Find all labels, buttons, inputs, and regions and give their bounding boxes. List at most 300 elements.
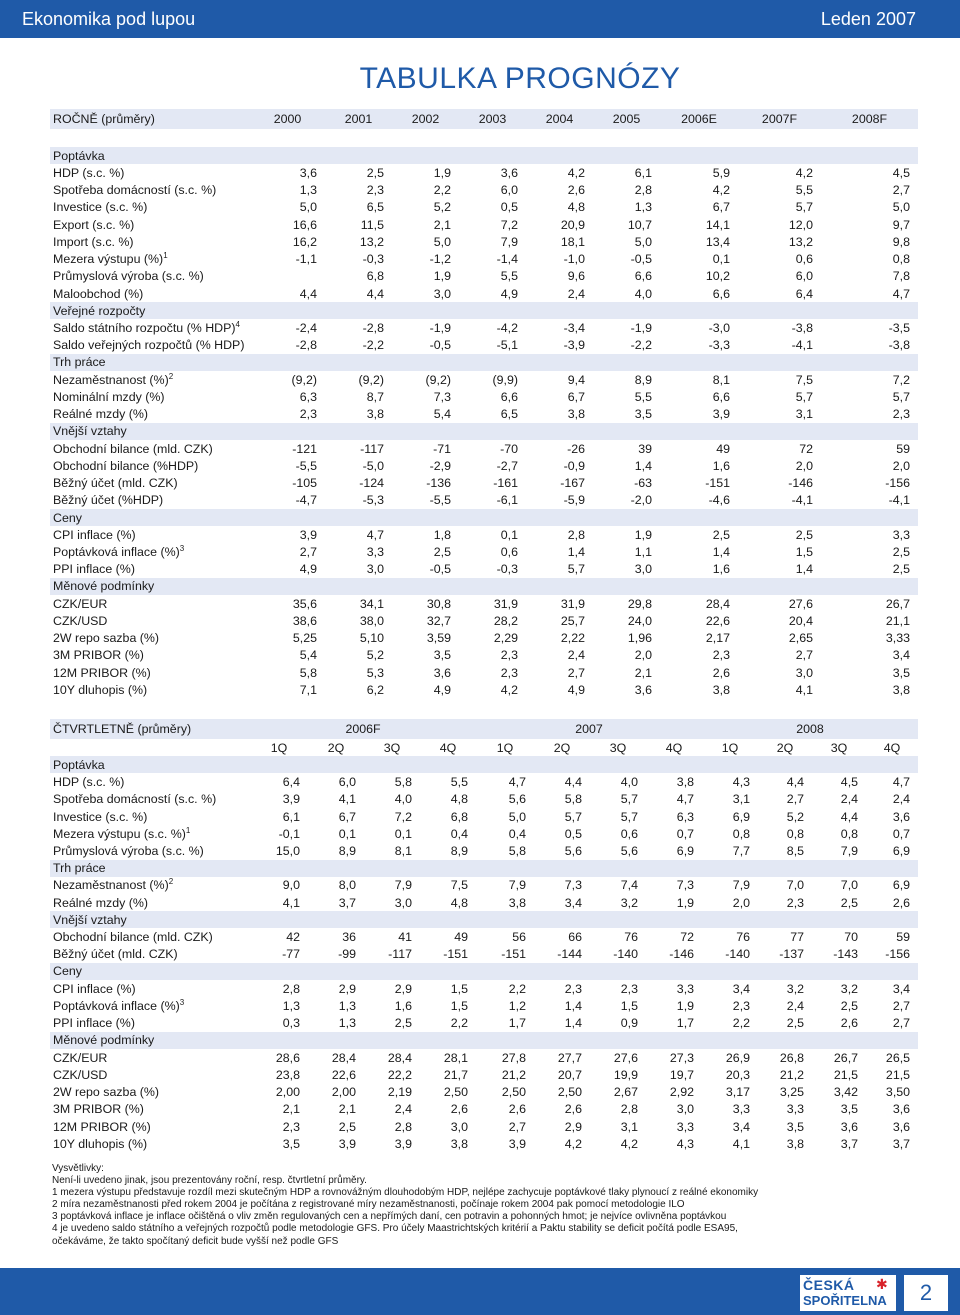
table-row bbox=[50, 474, 918, 491]
value-cell: 4,3 bbox=[676, 1136, 695, 1151]
value-cell: 2,50 bbox=[557, 1085, 583, 1100]
row-label: Investice (s.c. %) bbox=[53, 809, 148, 824]
section-label: Vnější vztahy bbox=[50, 423, 918, 440]
value-cell: 28,1 bbox=[443, 1050, 469, 1065]
value-cell: 5,7 bbox=[620, 809, 639, 824]
row-label: Spotřeba domácností (s.c. %) bbox=[53, 182, 217, 197]
row-label: Saldo státního rozpočtu (% HDP)$^4$ bbox=[53, 320, 240, 336]
year-group-header: 2008 bbox=[702, 719, 918, 739]
value-cell: 5,6 bbox=[508, 792, 527, 807]
value-cell: 56 bbox=[512, 930, 527, 945]
value-cell: 4,7 bbox=[676, 792, 695, 807]
value-cell: 3,5 bbox=[433, 648, 451, 663]
value-cell: 0,7 bbox=[892, 826, 911, 841]
value-cell: 7,3 bbox=[676, 878, 695, 893]
value-cell: 1,3 bbox=[634, 200, 652, 215]
value-cell: 2,7 bbox=[795, 648, 813, 663]
quarter-header: 3Q bbox=[609, 740, 627, 755]
row-label: Nezaměstnanost (%)$^2$ bbox=[53, 371, 174, 387]
section-label: Ceny bbox=[50, 963, 918, 980]
value-cell: 6,4 bbox=[282, 774, 300, 789]
value-cell: -5,0 bbox=[362, 458, 384, 473]
page-number: 2 bbox=[904, 1275, 948, 1311]
value-cell: 1,3 bbox=[282, 998, 300, 1013]
value-cell: 2,0 bbox=[795, 458, 813, 473]
value-cell: 1,8 bbox=[433, 527, 451, 542]
table-row bbox=[50, 1101, 918, 1118]
section-label: Měnové podmínky bbox=[50, 578, 918, 595]
value-cell: 5,3 bbox=[366, 665, 384, 680]
row-label: Mezera výstupu (%)$^1$ bbox=[53, 251, 168, 267]
value-cell: 2,00 bbox=[275, 1085, 300, 1100]
value-cell: -151 bbox=[705, 476, 730, 491]
value-cell: 3,3 bbox=[892, 527, 910, 542]
value-cell: 8,0 bbox=[338, 878, 356, 893]
quarter-header-blank bbox=[50, 739, 250, 756]
value-cell: 3,9 bbox=[282, 792, 300, 807]
value-cell: 1,6 bbox=[394, 998, 412, 1013]
value-cell: 3,5 bbox=[892, 665, 910, 680]
value-cell: 13,4 bbox=[705, 234, 730, 249]
value-cell: 8,9 bbox=[338, 844, 356, 859]
value-cell: 7,1 bbox=[299, 683, 317, 698]
value-cell: 59 bbox=[896, 441, 910, 456]
value-cell: 38,0 bbox=[359, 613, 384, 628]
value-cell: 7,3 bbox=[564, 878, 583, 893]
value-cell: 2,6 bbox=[450, 1102, 469, 1117]
logo-line2: SPOŘITELNA bbox=[803, 1293, 887, 1308]
row-label: Obchodní bilance (mld. CZK) bbox=[53, 441, 213, 456]
value-cell: 8,7 bbox=[366, 389, 384, 404]
value-cell: 1,7 bbox=[676, 1016, 695, 1031]
value-cell: 4,2 bbox=[620, 1136, 639, 1151]
quarterly-header-row bbox=[50, 719, 918, 739]
value-cell: 3,8 bbox=[450, 1136, 469, 1151]
value-cell: 5,8 bbox=[394, 774, 412, 789]
value-cell: 5,6 bbox=[620, 844, 639, 859]
value-cell: 0,8 bbox=[732, 826, 751, 841]
value-cell: 10,7 bbox=[627, 217, 652, 232]
value-cell: 6,2 bbox=[366, 683, 384, 698]
row-label: Běžný účet (%HDP) bbox=[53, 493, 164, 508]
value-cell: 2,5 bbox=[366, 165, 384, 180]
row-label: CPI inflace (%) bbox=[53, 527, 136, 542]
value-cell: 2,8 bbox=[394, 1119, 412, 1134]
value-cell: 27,8 bbox=[501, 1050, 527, 1065]
value-cell: 4,2 bbox=[500, 683, 518, 698]
bottom-banner bbox=[0, 1268, 960, 1315]
value-cell: -4,1 bbox=[888, 493, 910, 508]
value-cell: 1,3 bbox=[338, 1016, 356, 1031]
value-cell: 21,5 bbox=[885, 1067, 911, 1082]
row-label: Běžný účet (mld. CZK) bbox=[53, 476, 178, 491]
value-cell: 13,2 bbox=[359, 234, 384, 249]
logo-star-icon: ✱ bbox=[876, 1276, 888, 1292]
value-cell: 4,7 bbox=[892, 774, 911, 789]
value-cell: 1,5 bbox=[450, 981, 469, 996]
table-row bbox=[50, 388, 918, 405]
value-cell: 3,6 bbox=[892, 1119, 911, 1134]
value-cell: -151 bbox=[443, 947, 469, 962]
value-cell: 76 bbox=[624, 930, 639, 945]
table-row bbox=[50, 894, 918, 911]
value-cell: -1,9 bbox=[429, 321, 451, 336]
value-cell: 4,5 bbox=[892, 165, 910, 180]
row-label: PPI inflace (%) bbox=[53, 1016, 135, 1031]
value-cell: 4,4 bbox=[786, 774, 805, 789]
value-cell: 3,0 bbox=[634, 562, 652, 577]
value-cell: 2,4 bbox=[567, 648, 585, 663]
value-cell: 10,2 bbox=[705, 269, 730, 284]
value-cell: 5,0 bbox=[634, 234, 652, 249]
value-cell: 5,8 bbox=[299, 665, 317, 680]
value-cell: (9,2) bbox=[358, 372, 384, 387]
value-cell: 1,9 bbox=[433, 269, 451, 284]
section-row bbox=[50, 423, 918, 440]
value-cell: 4,1 bbox=[282, 895, 300, 910]
value-cell: -0,5 bbox=[429, 338, 451, 353]
value-cell: -144 bbox=[557, 947, 583, 962]
row-label: 2W repo sazba (%) bbox=[53, 631, 160, 646]
table-row bbox=[50, 440, 918, 457]
value-cell: 2,1 bbox=[634, 665, 652, 680]
annual-forecast-table bbox=[50, 109, 918, 699]
table-row bbox=[50, 457, 918, 474]
section-row bbox=[50, 860, 918, 877]
table-row bbox=[50, 337, 918, 354]
section-label: Poptávka bbox=[50, 756, 918, 773]
value-cell: 2,7 bbox=[786, 792, 805, 807]
value-cell: 19,9 bbox=[613, 1067, 639, 1082]
value-cell: 6,8 bbox=[366, 269, 384, 284]
value-cell: 70 bbox=[844, 930, 859, 945]
value-cell: 4,1 bbox=[732, 1136, 751, 1151]
value-cell: -146 bbox=[788, 476, 813, 491]
value-cell: 5,7 bbox=[620, 792, 639, 807]
value-cell: 3,9 bbox=[508, 1136, 527, 1151]
table-row bbox=[50, 595, 918, 612]
value-cell: 4,1 bbox=[338, 792, 356, 807]
value-cell: 27,7 bbox=[557, 1050, 583, 1065]
value-cell: 3,42 bbox=[833, 1085, 859, 1100]
value-cell: 3,8 bbox=[508, 895, 527, 910]
value-cell: 2,7 bbox=[892, 998, 911, 1013]
value-cell: -124 bbox=[359, 476, 384, 491]
value-cell: 21,1 bbox=[885, 613, 910, 628]
value-cell: 39 bbox=[638, 441, 652, 456]
value-cell: 3,4 bbox=[732, 1119, 751, 1134]
value-cell: 2,1 bbox=[433, 217, 451, 232]
table-row bbox=[50, 630, 918, 647]
section-label: Měnové podmínky bbox=[50, 1032, 918, 1049]
value-cell: 4,8 bbox=[567, 200, 585, 215]
table-row bbox=[50, 319, 918, 336]
value-cell: 7,3 bbox=[433, 389, 451, 404]
value-cell: 7,4 bbox=[620, 878, 639, 893]
annual-header-row bbox=[50, 109, 918, 129]
value-cell: 3,6 bbox=[892, 809, 911, 824]
footnote-line: 3 poptávková inflace je inflace očištěná o vliv změn regulovaných cen a nepřímých daní, cen potravin a pohonných hmot; je nejvíce ovlivněna poptávkou bbox=[52, 1211, 727, 1223]
value-cell: -77 bbox=[282, 947, 300, 962]
section-label: Ceny bbox=[50, 509, 918, 526]
value-cell: -4,2 bbox=[496, 321, 518, 336]
quarterly-forecast-table bbox=[50, 719, 918, 1153]
value-cell: 26,9 bbox=[725, 1050, 751, 1065]
quarter-header: 2Q bbox=[553, 740, 571, 755]
footnote-ref: 2 bbox=[168, 877, 174, 887]
value-cell: 3,4 bbox=[892, 648, 910, 663]
footnotes bbox=[52, 1163, 758, 1248]
value-cell: 5,4 bbox=[433, 407, 451, 422]
row-label: 2W repo sazba (%) bbox=[53, 1085, 160, 1100]
year-header: 2006E bbox=[660, 109, 738, 129]
ceska-sporitelna-logo bbox=[800, 1275, 896, 1311]
value-cell: 6,8 bbox=[450, 809, 469, 824]
value-cell: 1,3 bbox=[338, 998, 356, 1013]
table-row bbox=[50, 561, 918, 578]
table-row bbox=[50, 681, 918, 698]
table-row bbox=[50, 1066, 918, 1083]
value-cell: -140 bbox=[725, 947, 751, 962]
section-row bbox=[50, 963, 918, 980]
value-cell: 26,7 bbox=[885, 596, 910, 611]
value-cell: 5,7 bbox=[564, 809, 583, 824]
value-cell: 0,1 bbox=[500, 527, 518, 542]
value-cell: 0,6 bbox=[620, 826, 639, 841]
value-cell: 2,22 bbox=[560, 631, 585, 646]
value-cell: 4,2 bbox=[564, 1136, 583, 1151]
value-cell: -4,1 bbox=[791, 493, 813, 508]
value-cell: 7,9 bbox=[732, 878, 751, 893]
value-cell: 0,3 bbox=[282, 1016, 300, 1031]
value-cell: 1,4 bbox=[567, 544, 585, 559]
section-label: Trh práce bbox=[50, 860, 918, 877]
value-cell: 3,7 bbox=[338, 895, 356, 910]
value-cell: 2,5 bbox=[892, 544, 910, 559]
quarter-header: 1Q bbox=[270, 740, 288, 755]
value-cell: -5,5 bbox=[429, 493, 451, 508]
value-cell: 6,5 bbox=[366, 200, 384, 215]
value-cell: 6,9 bbox=[892, 844, 911, 859]
value-cell: 7,9 bbox=[500, 234, 518, 249]
row-label: Obchodní bilance (mld. CZK) bbox=[53, 930, 213, 945]
value-cell: -161 bbox=[493, 476, 518, 491]
value-cell: 77 bbox=[790, 930, 805, 945]
value-cell: -5,1 bbox=[496, 338, 518, 353]
value-cell: 32,7 bbox=[426, 613, 451, 628]
footnote-line: 4 je uvedeno saldo státního a veřejných rozpočtů podle metodologie GFS. Pro účely Maastrichtských kritérií a Paktu stability se deficit počítá podle ESA95, bbox=[52, 1223, 738, 1235]
section-label: Veřejné rozpočty bbox=[50, 302, 918, 319]
value-cell: 2,3 bbox=[786, 895, 805, 910]
value-cell: -0,9 bbox=[563, 458, 585, 473]
value-cell: 6,6 bbox=[712, 286, 730, 301]
value-cell: 6,6 bbox=[712, 389, 730, 404]
value-cell: 7,5 bbox=[450, 878, 469, 893]
value-cell: 4,0 bbox=[634, 286, 652, 301]
value-cell: 0,5 bbox=[564, 826, 583, 841]
value-cell: 2,5 bbox=[394, 1016, 412, 1031]
table-row bbox=[50, 406, 918, 423]
value-cell: 49 bbox=[716, 441, 730, 456]
section-row bbox=[50, 578, 918, 595]
value-cell: 2,7 bbox=[567, 665, 585, 680]
value-cell: 1,9 bbox=[634, 527, 652, 542]
value-cell: -71 bbox=[433, 441, 451, 456]
table-row bbox=[50, 1118, 918, 1135]
value-cell: 8,9 bbox=[450, 844, 469, 859]
empty-cell bbox=[250, 268, 325, 285]
value-cell: 4,7 bbox=[892, 286, 910, 301]
row-label: CZK/USD bbox=[53, 613, 108, 628]
value-cell: 28,4 bbox=[387, 1050, 412, 1065]
value-cell: 5,6 bbox=[564, 844, 583, 859]
value-cell: 4,9 bbox=[433, 683, 451, 698]
table-row bbox=[50, 1049, 918, 1066]
value-cell: 9,0 bbox=[282, 878, 300, 893]
value-cell: 3,0 bbox=[795, 665, 813, 680]
value-cell: 6,5 bbox=[500, 407, 518, 422]
value-cell: 2,5 bbox=[795, 527, 813, 542]
section-label: Trh práce bbox=[50, 354, 918, 371]
value-cell: 27,6 bbox=[613, 1050, 639, 1065]
table-row bbox=[50, 199, 918, 216]
value-cell: 5,25 bbox=[292, 631, 317, 646]
value-cell: -151 bbox=[501, 947, 527, 962]
page-title: TABULKA PROGNÓZY bbox=[359, 62, 681, 95]
row-label: Poptávková inflace (%)$^3$ bbox=[53, 997, 185, 1013]
value-cell: 13,2 bbox=[788, 234, 813, 249]
value-cell: -146 bbox=[669, 947, 695, 962]
value-cell: 4,1 bbox=[795, 683, 813, 698]
value-cell: 2,7 bbox=[508, 1119, 527, 1134]
year-group-header: 2007 bbox=[476, 719, 702, 739]
value-cell: 6,3 bbox=[299, 389, 317, 404]
value-cell: 3,8 bbox=[567, 407, 585, 422]
footnote-ref: 1 bbox=[163, 251, 168, 261]
table-row bbox=[50, 980, 918, 997]
value-cell: -2,9 bbox=[429, 458, 451, 473]
footnote-ref: 4 bbox=[235, 320, 240, 330]
value-cell: -4,7 bbox=[295, 493, 317, 508]
quarter-header: 2Q bbox=[776, 740, 794, 755]
value-cell: 6,0 bbox=[795, 269, 813, 284]
value-cell: 2,1 bbox=[338, 1102, 356, 1117]
value-cell: 2,7 bbox=[892, 1016, 911, 1031]
value-cell: 3,2 bbox=[620, 895, 639, 910]
value-cell: 2,67 bbox=[613, 1085, 639, 1100]
value-cell: 9,6 bbox=[567, 269, 585, 284]
value-cell: 6,1 bbox=[634, 165, 652, 180]
value-cell: -117 bbox=[388, 947, 412, 962]
value-cell: 38,6 bbox=[292, 613, 317, 628]
value-cell: 49 bbox=[454, 930, 469, 945]
value-cell: 3,8 bbox=[892, 683, 910, 698]
table-row bbox=[50, 1135, 918, 1152]
row-label: 10Y dluhopis (%) bbox=[53, 683, 148, 698]
value-cell: 20,9 bbox=[560, 217, 585, 232]
section-row bbox=[50, 1032, 918, 1049]
value-cell: 5,5 bbox=[795, 182, 813, 197]
value-cell: 3,5 bbox=[282, 1136, 300, 1151]
row-label: Průmyslová výroba (s.c. %) bbox=[53, 269, 204, 284]
value-cell: 9,7 bbox=[892, 217, 910, 232]
value-cell: 72 bbox=[799, 441, 813, 456]
value-cell: 3,9 bbox=[712, 407, 730, 422]
table-row bbox=[50, 877, 918, 894]
value-cell: 3,25 bbox=[779, 1085, 805, 1100]
value-cell: -5,5 bbox=[295, 458, 317, 473]
value-cell: -2,0 bbox=[630, 493, 652, 508]
value-cell: 3,17 bbox=[725, 1085, 751, 1100]
row-label: Průmyslová výroba (s.c. %) bbox=[53, 844, 204, 859]
table-row bbox=[50, 526, 918, 543]
table-row bbox=[50, 808, 918, 825]
value-cell: 4,7 bbox=[508, 774, 527, 789]
value-cell: (9,2) bbox=[425, 372, 451, 387]
value-cell: 1,4 bbox=[564, 998, 583, 1013]
value-cell: 6,6 bbox=[500, 389, 518, 404]
value-cell: 2,8 bbox=[620, 1102, 639, 1117]
value-cell: 5,4 bbox=[299, 648, 317, 663]
value-cell: -3,5 bbox=[888, 321, 910, 336]
value-cell: 66 bbox=[568, 930, 583, 945]
row-label: Export (s.c. %) bbox=[53, 217, 135, 232]
table-row bbox=[50, 181, 918, 198]
value-cell: 2,2 bbox=[732, 1016, 751, 1031]
value-cell: 0,6 bbox=[500, 544, 518, 559]
value-cell: 31,9 bbox=[560, 596, 585, 611]
value-cell: 2,5 bbox=[892, 562, 910, 577]
value-cell: 24,0 bbox=[627, 613, 652, 628]
value-cell: 2,6 bbox=[564, 1102, 583, 1117]
row-label: HDP (s.c. %) bbox=[53, 774, 125, 789]
value-cell: 21,5 bbox=[833, 1067, 859, 1082]
quarter-header: 2Q bbox=[327, 740, 345, 755]
value-cell: 7,2 bbox=[892, 372, 910, 387]
year-header: 2003 bbox=[459, 109, 526, 129]
value-cell: 6,9 bbox=[892, 878, 911, 893]
value-cell: -2,4 bbox=[295, 321, 317, 336]
value-cell: 5,0 bbox=[508, 809, 527, 824]
value-cell: 3,2 bbox=[840, 981, 859, 996]
value-cell: 26,5 bbox=[885, 1050, 911, 1065]
value-cell: 3,9 bbox=[299, 527, 317, 542]
value-cell: 4,3 bbox=[732, 774, 751, 789]
value-cell: 2,4 bbox=[786, 998, 805, 1013]
value-cell: 20,4 bbox=[788, 613, 813, 628]
value-cell: -3,8 bbox=[791, 321, 813, 336]
value-cell: 3,8 bbox=[786, 1136, 805, 1151]
table-row bbox=[50, 543, 918, 560]
value-cell: -3,4 bbox=[563, 321, 585, 336]
value-cell: 3,3 bbox=[676, 1119, 695, 1134]
value-cell: -99 bbox=[338, 947, 356, 962]
value-cell: -0,5 bbox=[429, 562, 451, 577]
value-cell: 4,9 bbox=[299, 562, 317, 577]
value-cell: 3,7 bbox=[840, 1136, 859, 1151]
value-cell: 2,0 bbox=[892, 458, 910, 473]
value-cell: 3,6 bbox=[634, 683, 652, 698]
value-cell: 3,8 bbox=[712, 683, 730, 698]
table-row bbox=[50, 946, 918, 963]
value-cell: 3,2 bbox=[786, 981, 805, 996]
section-row bbox=[50, 354, 918, 371]
value-cell: -117 bbox=[360, 441, 384, 456]
value-cell: 2,3 bbox=[564, 981, 583, 996]
value-cell: 21,2 bbox=[779, 1067, 805, 1082]
table-row bbox=[50, 285, 918, 302]
logo-line1: ČESKÁ bbox=[803, 1277, 855, 1293]
